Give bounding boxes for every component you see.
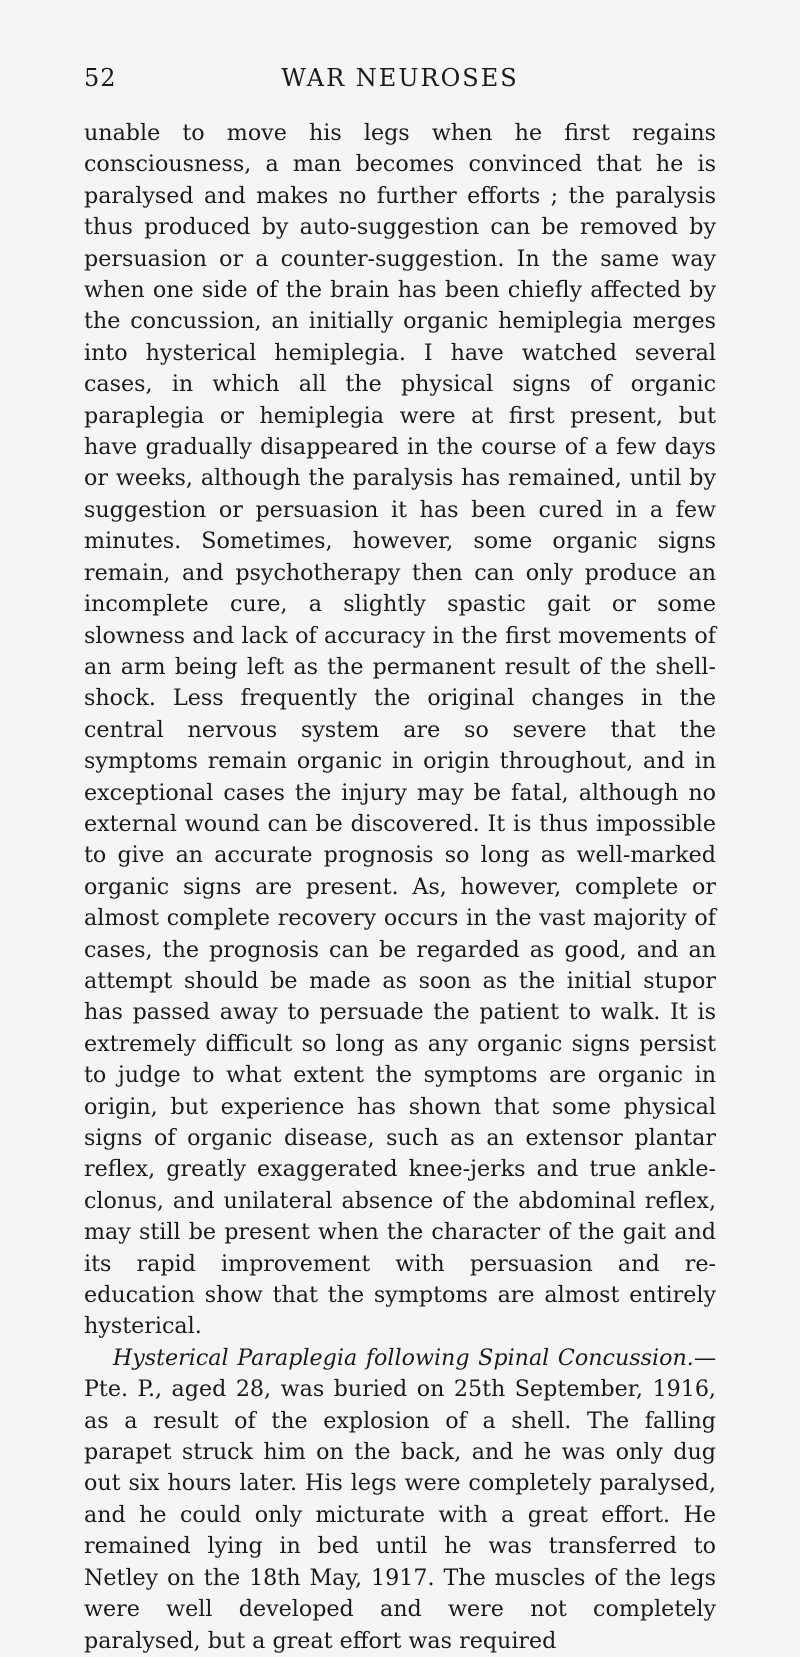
paragraph-case-report (84, 1343, 716, 1657)
page-number: 52 (84, 64, 117, 92)
body-text (84, 118, 716, 1657)
paragraph-continuation: unable to move his legs when he first regains consciousness, a man becomes convinced that he is paralysed and makes no further efforts ; the paralysis thus produced by auto-suggestion can be removed by persuasion or a counter-suggestion. In the same way when one side of the brain has been chiefly affected by the concussion, an initially organic hemiplegia merges into hysterical hemiplegia. I have watched several cases, in which all the physical signs of organic paraplegia or hemiplegia were at first present, but have gradually disappeared in the course of a few days or weeks, although the paralysis has remained, until by suggestion or persuasion it has been cured in a few minutes. Sometimes, however, some organic signs remain, and psychotherapy then can only produce an incomplete cure, a slightly spastic gait or some slowness and lack of accuracy in the first movements of an arm being left as the permanent result of the shell-shock. Less frequently the original changes in the central nervous system are so severe that the symptoms remain organic in origin throughout, and in exceptional cases the injury may be fatal, although no external wound can be discovered. It is thus impossible to give an accurate prognosis so long as well-marked organic signs are present. As, however, complete or almost complete recovery occurs in the vast majority of cases, the prognosis can be regarded as good, and an attempt should be made as soon as the initial stupor has passed away to persuade the patient to walk. It is extremely difficult so long as any organic signs persist to judge to what extent the symptoms are organic in origin, but experience has shown that some physical signs of organic disease, such as an extensor plantar reflex, greatly exaggerated knee-jerks and true ankle-clonus, and unilateral absence of the abdominal reflex, may still be present when the character of the gait and its rapid improvement with persuasion and re-education show that the symptoms are almost entirely hysterical. (84, 120, 716, 1340)
case-text: —Pte. P., aged 28, was buried on 25th September, 1916, as a result of the explosion of a shell. The falling parapet struck him on the back, and he was only dug out six hours later. His legs were completely paralysed, and he could only micturate with a great effort. He remained lying in bed until he was transferred to Netley on the 18th May, 1917. The muscles of the legs were well developed and were not completely paralysed, but a great effort was required (84, 1344, 716, 1654)
page-header (84, 64, 716, 104)
case-title: Hysterical Paraplegia following Spinal Concussion. (112, 1344, 694, 1371)
running-head: WAR NEUROSES (281, 64, 519, 92)
